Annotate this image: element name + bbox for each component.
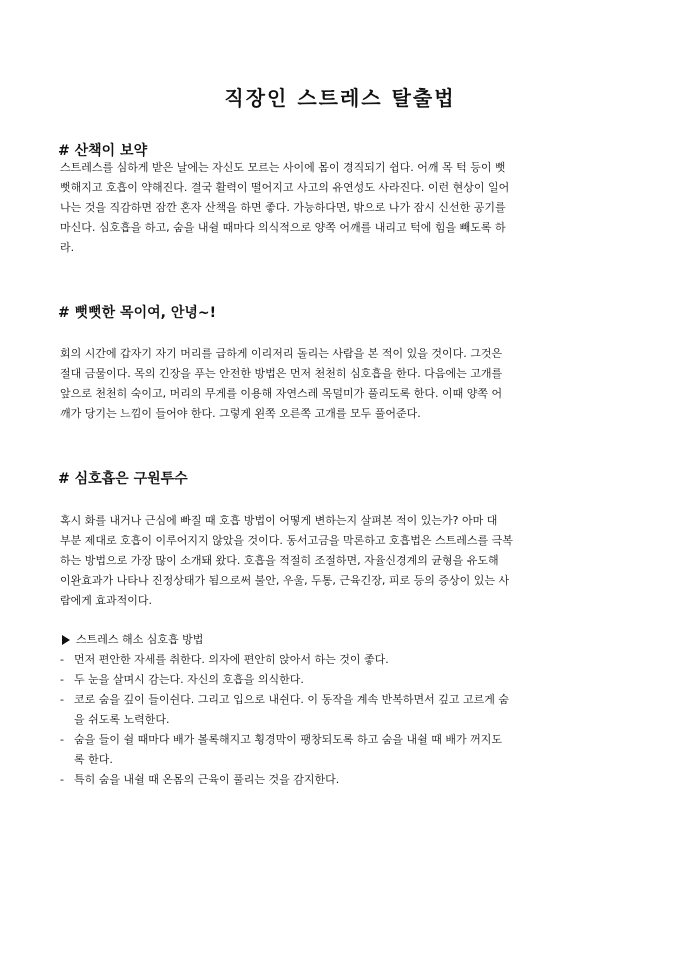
section-heading-neck: # 뻣뻣한 목이여, 안녕~! <box>58 305 216 321</box>
list-item-line: 먼저 편안한 자세를 취한다. 의자에 편안히 앉아서 하는 것이 좋다. <box>74 653 389 666</box>
paragraph-line: 회의 시간에 갑자기 자기 머리를 급하게 이리저리 돌리는 사람을 본 적이 있을 것이다. 그것은 <box>60 347 503 360</box>
breathing-method-list <box>60 630 630 790</box>
paragraph-line: 라. <box>60 241 75 254</box>
paragraph-line: 부분 제대로 호흡이 이루어지지 않았을 것이다. 동서고금을 막론하고 호흡법은 스트레스를 극복 <box>60 534 513 547</box>
paragraph-line: 이완효과가 나타나 진정상태가 됨으로써 불안, 우울, 두통, 근육긴장, 피로 등의 증상이 있는 사 <box>60 574 510 587</box>
paragraph-line: 나는 것을 직감하면 잠깐 혼자 산책을 하면 좋다. 가능하다면, 밖으로 나가 잠시 신선한 공기를 <box>60 201 506 214</box>
list-item-line: 록 한다. <box>74 753 113 766</box>
list-item <box>60 690 630 730</box>
document-title: 직장인 스트레스 탈출법 <box>224 86 456 110</box>
section-heading-walk: # 산책이 보약 <box>58 143 148 159</box>
paragraph-line: 마신다. 심호흡을 하고, 숨을 내쉴 때마다 의식적으로 양쪽 어깨를 내리고 턱에 힘을 빼도록 하 <box>60 221 506 234</box>
list-item <box>60 650 630 670</box>
triangle-bullet-icon <box>62 635 70 645</box>
list-item-line: 코로 숨을 깊이 들이쉰다. 그리고 입으로 내쉰다. 이 동작을 계속 반복하면서 깊고 고르게 숨 <box>74 693 509 706</box>
list-item-text <box>74 670 630 690</box>
dash-bullet: - <box>60 693 64 706</box>
paragraph-line: 뻣해지고 호흡이 약해진다. 결국 활력이 떨어지고 사고의 유연성도 사라진다. 이런 현상이 일어 <box>60 181 510 194</box>
paragraph-line: 혹시 화를 내거나 근심에 빠질 때 호흡 방법이 어떻게 변하는지 살펴본 적이 있는가? 아마 대 <box>60 514 498 527</box>
dash-bullet: - <box>60 653 64 666</box>
list-item-line: 숨을 들이 쉴 때마다 배가 볼록해지고 횡경막이 팽창되도록 하고 숨을 내쉴 때 배가 꺼지도 <box>74 733 502 746</box>
dash-bullet: - <box>60 673 64 686</box>
list-item <box>60 770 630 790</box>
section-body-breathing <box>60 511 626 611</box>
list-item-text <box>74 730 630 770</box>
paragraph-line: 앞으로 천천히 숙이고, 머리의 무게를 이용해 자연스레 목덜미가 풀리도록 한다. 이때 양쪽 어 <box>60 387 503 400</box>
method-list-title <box>60 630 630 650</box>
dash-bullet: - <box>60 773 64 786</box>
section-body-neck <box>60 344 626 424</box>
list-item-line: 두 눈을 살며시 감는다. 자신의 호흡을 의식한다. <box>74 673 304 686</box>
dash-bullet: - <box>60 733 64 746</box>
list-item-text <box>74 650 630 670</box>
section-heading-breathing: # 심호흡은 구원투수 <box>58 471 188 487</box>
paragraph-line: 하는 방법으로 가장 많이 소개돼 왔다. 호흡을 적절히 조절하면, 자율신경계의 균형을 유도해 <box>60 554 499 567</box>
list-item <box>60 730 630 770</box>
paragraph-line: 깨가 당기는 느낌이 들어야 한다. 그렇게 왼쪽 오른쪽 고개를 모두 풀어준다. <box>60 407 421 420</box>
list-item-text <box>74 690 630 730</box>
paragraph-line: 람에게 효과적이다. <box>60 594 153 607</box>
list-item-line: 특히 숨을 내쉴 때 온몸의 근육이 풀리는 것을 감지한다. <box>74 773 340 786</box>
list-item <box>60 670 630 690</box>
paragraph-line: 절대 금물이다. 목의 긴장을 푸는 안전한 방법은 먼저 천천히 심호흡을 한다. 다음에는 고개를 <box>60 367 503 380</box>
section-body-walk <box>60 158 626 258</box>
method-list-title-text: 스트레스 해소 심호흡 방법 <box>76 633 204 646</box>
paragraph-line: 스트레스를 심하게 받은 날에는 자신도 모르는 사이에 몸이 경직되기 쉽다. 어깨 목 턱 등이 뻣 <box>60 161 506 174</box>
list-item-line: 을 쉬도록 노력한다. <box>74 713 170 726</box>
list-item-text <box>74 770 630 790</box>
